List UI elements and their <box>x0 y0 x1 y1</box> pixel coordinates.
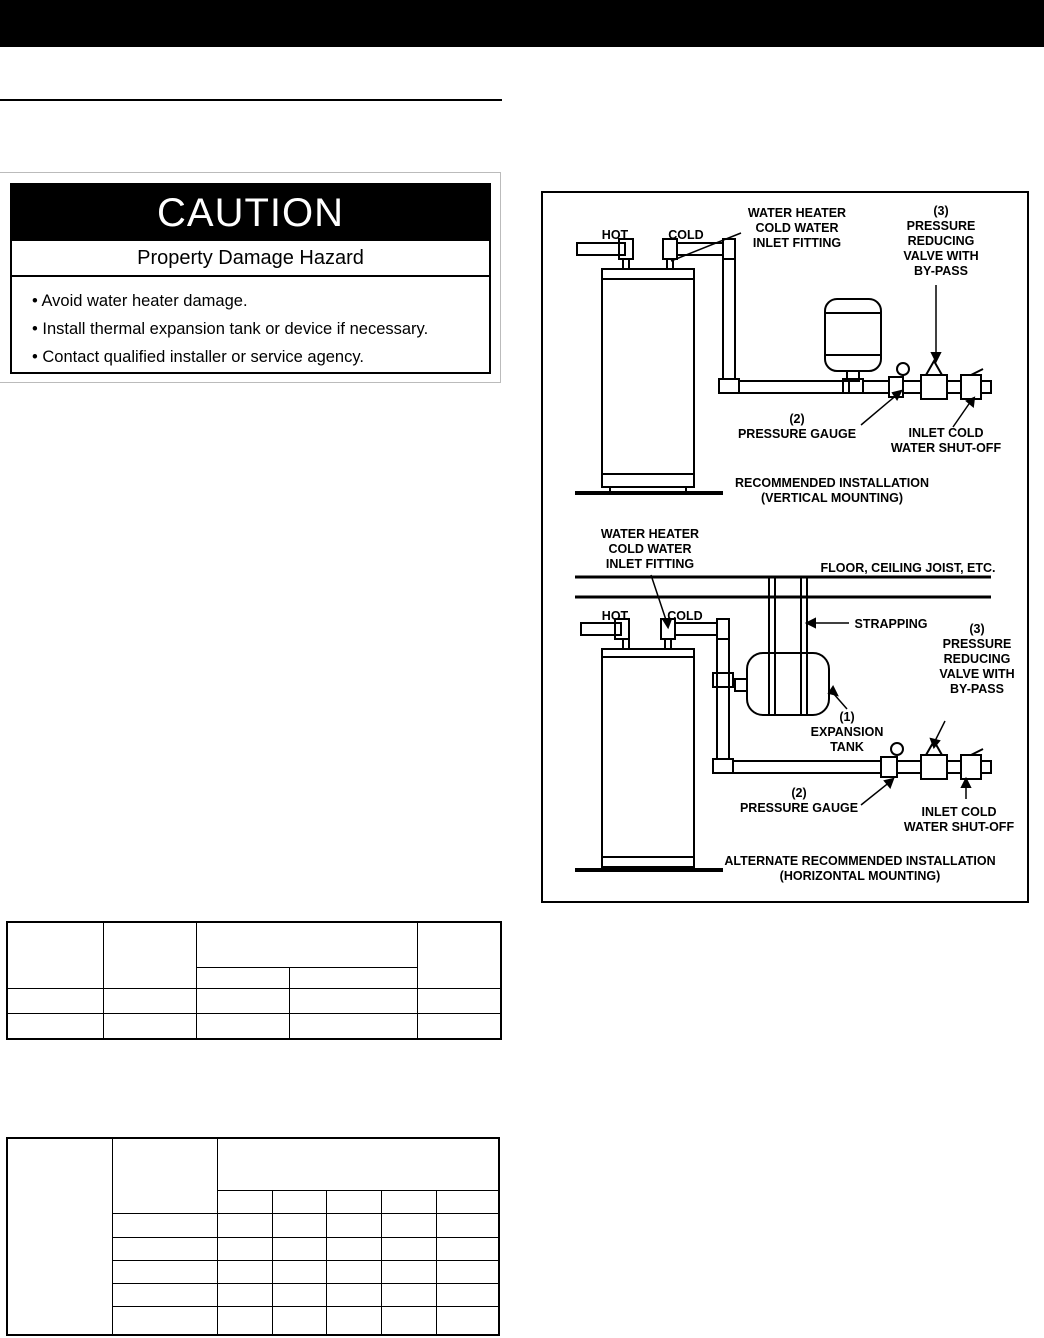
prv-label-vertical: VALVE WITH <box>903 249 979 263</box>
prv-vertical <box>903 361 961 399</box>
table-cell <box>7 1014 104 1039</box>
prv-horizontal <box>921 741 961 779</box>
installation-diagram <box>541 191 1029 903</box>
table-cell <box>112 1283 217 1306</box>
water-heater-vertical <box>602 269 694 493</box>
table-cell <box>327 1237 382 1260</box>
table-cell <box>272 1214 327 1237</box>
gauge-label-vertical: (2) <box>789 412 805 426</box>
pressure-gauge-horizontal <box>881 743 921 777</box>
inlet-fitting-label-horizontal: WATER HEATER <box>600 527 700 541</box>
table-cell <box>290 967 417 988</box>
caution-label-frame <box>0 172 501 383</box>
gauge-label-horizontal: (2) <box>791 786 807 800</box>
table-cell <box>327 1214 382 1237</box>
prv-label-vertical: PRESSURE <box>906 219 976 233</box>
table-cell <box>417 1014 501 1039</box>
table-cell <box>436 1237 499 1260</box>
prv-label-horizontal: BY-PASS <box>950 682 1004 696</box>
table-cell <box>196 967 290 988</box>
prv-label-horizontal: (3) <box>969 622 985 636</box>
table-1 <box>6 921 502 1040</box>
table-cell <box>382 1260 437 1283</box>
header-bar <box>0 0 1044 47</box>
table-cell <box>417 922 501 989</box>
caution-item: • Install thermal expansion tank or device if necessary. <box>32 320 429 338</box>
table-cell <box>218 1307 273 1335</box>
table-cell <box>218 1237 273 1260</box>
caution-heading: CAUTION <box>12 185 489 241</box>
inlet-fitting-label-horizontal: COLD WATER <box>608 542 692 556</box>
table-cell <box>290 989 417 1014</box>
installation-diagram-svg <box>543 193 1027 901</box>
table-cell <box>112 1237 217 1260</box>
table-cell <box>290 1014 417 1039</box>
table-cell <box>196 989 290 1014</box>
shutoff-label-horizontal: INLET COLD <box>921 805 997 819</box>
tank-label-horizontal: EXPANSION <box>810 725 884 739</box>
inlet-fitting-label-vertical: INLET FITTING <box>752 236 842 250</box>
expansion-tank-vertical <box>825 299 881 393</box>
caution-list <box>12 277 489 371</box>
table-cell <box>218 1260 273 1283</box>
inlet-fitting-label-vertical: WATER HEATER <box>747 206 847 220</box>
gauge-label-vertical: PRESSURE GAUGE <box>737 427 857 441</box>
tank-label-horizontal: TANK <box>830 740 864 754</box>
table-cell <box>218 1214 273 1237</box>
table-cell <box>327 1283 382 1306</box>
table-cell <box>272 1260 327 1283</box>
table-cell <box>218 1138 499 1191</box>
shutoff-label-vertical: WATER SHUT-OFF <box>890 441 1002 455</box>
table-cell <box>218 1191 273 1214</box>
shutoff-label-vertical: INLET COLD <box>908 426 984 440</box>
cold-label-horizontal: COLD <box>667 609 703 623</box>
table-2 <box>6 1137 500 1336</box>
table-cell <box>272 1191 327 1214</box>
table-cell <box>112 1260 217 1283</box>
prv-label-horizontal: PRESSURE <box>942 637 1012 651</box>
table-cell <box>112 1307 217 1335</box>
floor-label: FLOOR, CEILING JOIST, ETC. <box>820 561 996 575</box>
tank-label-horizontal: (1) <box>839 710 855 724</box>
table-cell <box>218 1283 273 1306</box>
section-rule <box>0 99 502 101</box>
table-cell <box>382 1214 437 1237</box>
shutoff-valve-horizontal <box>961 749 991 779</box>
inlet-fitting-label-horizontal: INLET FITTING <box>605 557 695 571</box>
hot-label-horizontal: HOT <box>601 609 629 623</box>
table-cell <box>382 1237 437 1260</box>
cold-pipe-vertical <box>663 239 849 393</box>
table-cell <box>196 1014 290 1039</box>
caution-label <box>10 183 491 374</box>
table-cell <box>104 989 197 1014</box>
table-cell <box>196 922 417 967</box>
table-cell <box>327 1307 382 1335</box>
table-cell <box>436 1307 499 1335</box>
table-cell <box>327 1260 382 1283</box>
gauge-label-horizontal: PRESSURE GAUGE <box>739 801 859 815</box>
table-cell <box>436 1260 499 1283</box>
prv-label-vertical: BY-PASS <box>914 264 968 278</box>
table-cell <box>327 1191 382 1214</box>
shutoff-label-horizontal: WATER SHUT-OFF <box>903 820 1015 834</box>
prv-label-horizontal: REDUCING <box>943 652 1011 666</box>
caption-vertical: RECOMMENDED INSTALLATION <box>735 476 929 490</box>
caption-vertical: (VERTICAL MOUNTING) <box>760 491 904 505</box>
prv-label-vertical: REDUCING <box>907 234 975 248</box>
inlet-fitting-label-vertical: COLD WATER <box>755 221 839 235</box>
table-cell <box>7 989 104 1014</box>
table-cell <box>417 989 501 1014</box>
prv-label-horizontal: VALVE WITH <box>939 667 1015 681</box>
caution-item: • Contact qualified installer or service agency. <box>32 348 364 366</box>
strapping-label: STRAPPING <box>854 617 928 631</box>
table-cell <box>272 1307 327 1335</box>
table-cell <box>436 1283 499 1306</box>
expansion-tank-horizontal <box>735 653 829 715</box>
table-cell <box>436 1214 499 1237</box>
water-heater-horizontal <box>602 649 694 867</box>
prv-label-vertical: (3) <box>933 204 949 218</box>
caution-item: • Avoid water heater damage. <box>32 292 248 310</box>
table-cell <box>382 1191 437 1214</box>
caption-horizontal: ALTERNATE RECOMMENDED INSTALLATION <box>724 854 996 868</box>
table-cell <box>382 1307 437 1335</box>
table-cell <box>112 1138 217 1214</box>
table-cell <box>104 1014 197 1039</box>
table-cell <box>382 1283 437 1306</box>
hot-label-vertical: HOT <box>601 228 629 242</box>
table-cell <box>272 1237 327 1260</box>
table-cell <box>272 1283 327 1306</box>
hot-pipe-horizontal <box>581 619 629 649</box>
table-cell <box>436 1191 499 1214</box>
table-cell <box>104 922 197 989</box>
table-cell <box>7 1138 112 1335</box>
table-cell <box>7 922 104 989</box>
shutoff-valve-vertical <box>961 369 991 399</box>
caption-horizontal: (HORIZONTAL MOUNTING) <box>779 869 941 883</box>
caution-subheading: Property Damage Hazard <box>12 241 489 277</box>
hot-pipe-vertical <box>577 239 633 269</box>
cold-label-vertical: COLD <box>668 228 704 242</box>
table-cell <box>112 1214 217 1237</box>
